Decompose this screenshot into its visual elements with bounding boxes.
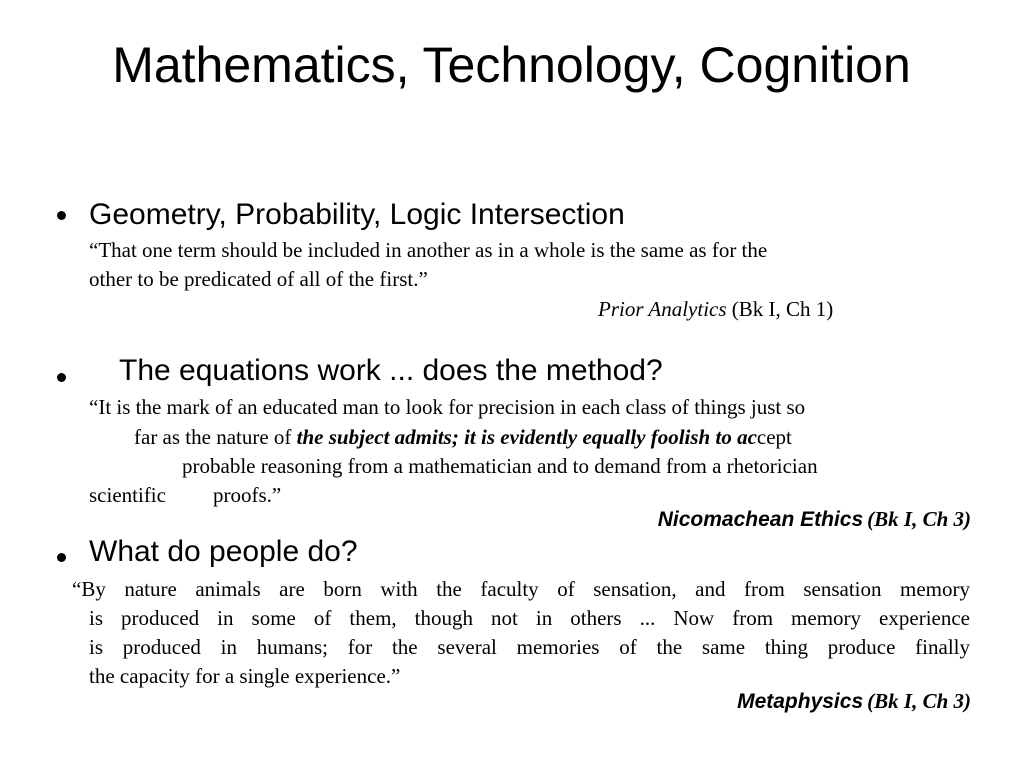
quote-line: other to be predicated of all of the first.”: [89, 267, 428, 291]
citation-ref: (Bk I, Ch 3): [867, 689, 971, 713]
citation-ref: (Bk I, Ch 1): [731, 297, 834, 321]
citation-ref: (Bk I, Ch 3): [867, 507, 971, 531]
quote-line: is produced in humans; for the several memories of the same thing produce finally: [89, 635, 970, 659]
bullet-heading-2: The equations work ... does the method?: [119, 354, 663, 387]
bullet-heading-1: Geometry, Probability, Logic Intersection: [89, 198, 625, 231]
quote-line: “It is the mark of an educated man to look for precision in each class of things just so: [89, 395, 806, 419]
citation-prior-analytics: [598, 295, 833, 323]
citation-work: Metaphysics: [737, 690, 864, 713]
quote-fragment: scientific: [89, 483, 166, 507]
quote-emphasis: the subject admits; it is evidently equally foolish to ac: [296, 425, 757, 449]
citation-nicomachean-ethics: [658, 505, 971, 536]
bullet-dot: [57, 211, 66, 220]
bullet-heading-3: What do people do?: [89, 535, 358, 568]
slide-title: Mathematics, Technology, Cognition: [112, 37, 911, 93]
bullet-dot: [57, 373, 66, 382]
quote-line: [89, 481, 281, 509]
quote-line: “That one term should be included in another as in a whole is the same as for the: [89, 238, 768, 262]
citation-metaphysics: [737, 687, 971, 718]
quote-line: is produced in some of them, though not in others ... Now from memory experience: [89, 606, 970, 630]
quote-fragment: cept: [756, 425, 792, 449]
citation-work: Prior Analytics: [598, 297, 727, 321]
quote-line: [134, 423, 792, 451]
bullet-dot: [57, 553, 66, 562]
quote-line: “By nature animals are born with the faculty of sensation, and from sensation memory: [72, 577, 970, 601]
quote-line: the capacity for a single experience.”: [89, 664, 401, 688]
citation-work: Nicomachean Ethics: [657, 508, 864, 531]
quote-fragment: far as the nature of: [134, 425, 297, 449]
quote-fragment: proofs.”: [212, 483, 282, 507]
quote-line: probable reasoning from a mathematician and to demand from a rhetorician: [182, 454, 818, 478]
